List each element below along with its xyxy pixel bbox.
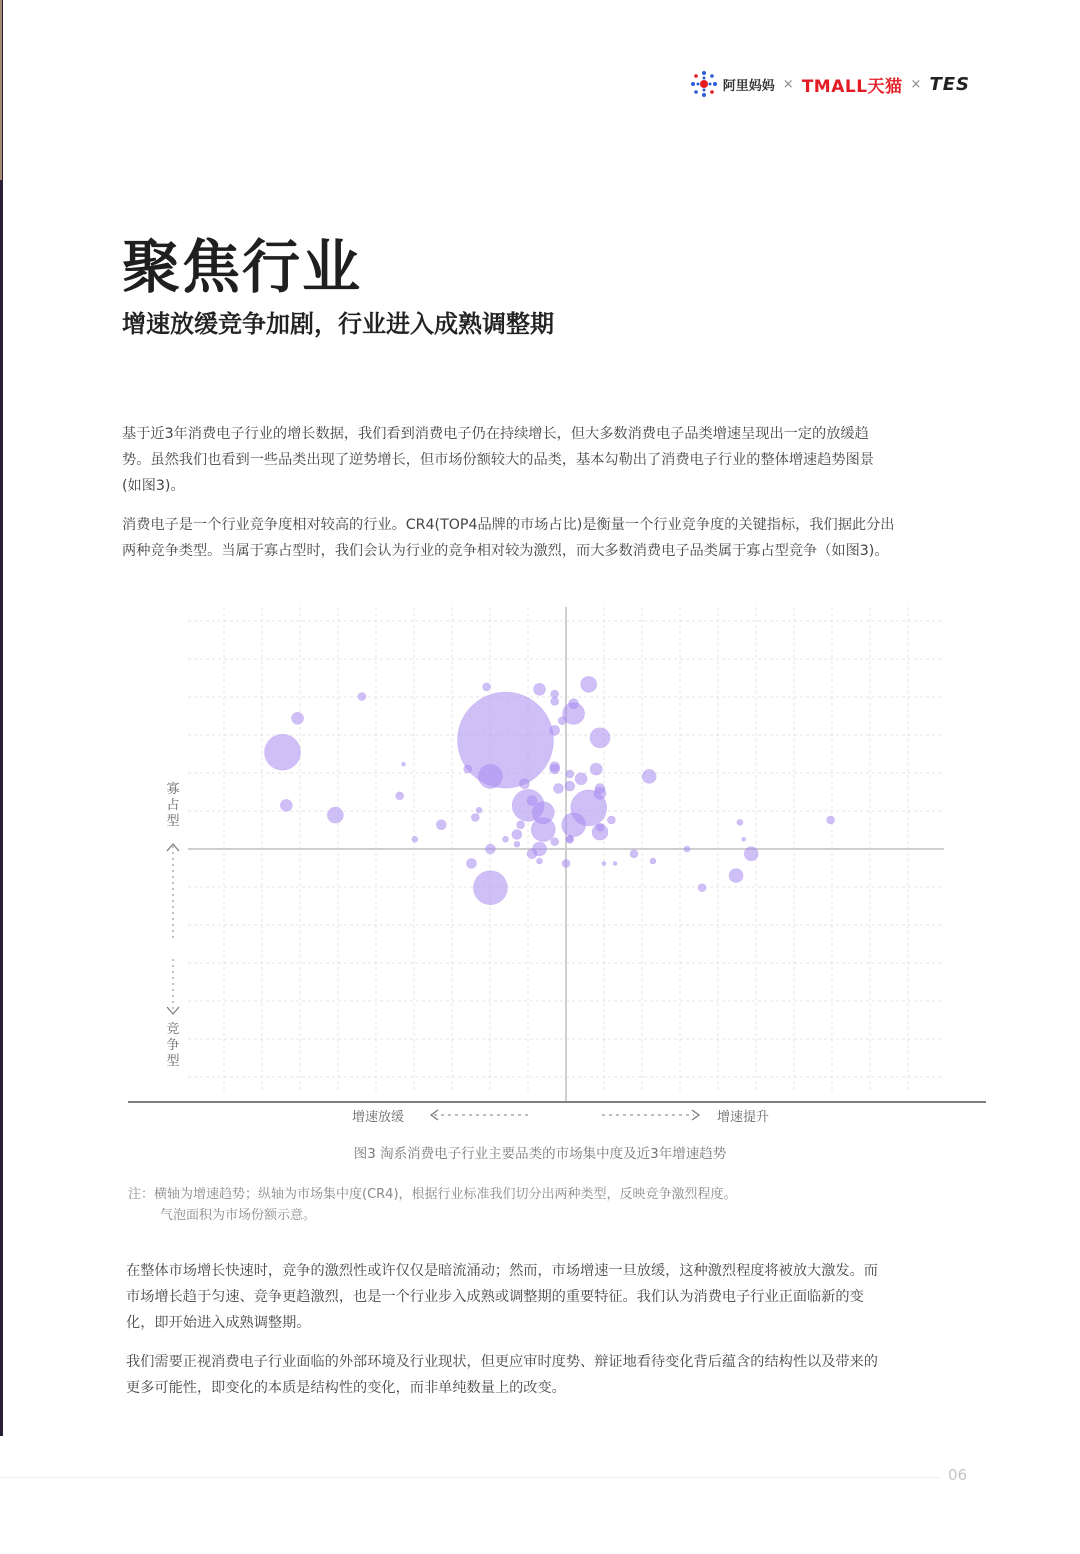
ylabel-top-char: 型	[166, 814, 180, 829]
bubble-26	[569, 699, 579, 709]
bubble-44	[471, 814, 479, 822]
alimama-logo-text: 阿里妈妈	[722, 78, 775, 94]
paragraph-2	[122, 512, 972, 564]
paragraph-1-line-3: (如图3)。	[122, 478, 185, 494]
bubble-37	[527, 849, 537, 859]
paragraph-1-line-2: 势。虽然我们也看到一些品类出现了逆势增长，但市场份额较大的品类，基本勾勒出了消费电子行业的整体增速趋势图景	[122, 452, 874, 468]
bubble-35	[485, 844, 495, 854]
bubble-38	[358, 693, 366, 701]
paragraph-3-line-2: 市场增长趋于匀速、竞争更趋激烈，也是一个行业步入成熟或调整期的重要特征。我们认为消费电子行业正面临新的变	[126, 1289, 864, 1305]
paragraph-2-line-1: 消费电子是一个行业竞争度相对较高的行业。CR4(TOP4品牌的市场占比)是衡量一个行业竞争度的关键指标，我们据此分出	[122, 517, 895, 533]
ylabel-top-char: 占	[166, 798, 180, 813]
bubble-65	[742, 837, 746, 841]
tmall-logo: TMALL天猫	[801, 76, 903, 97]
bubble-16	[729, 869, 743, 883]
y-axis-label-bottom	[166, 1022, 179, 1069]
bubble-48	[551, 838, 559, 846]
bubble-22	[534, 683, 546, 695]
bubble-29	[553, 784, 563, 794]
bubble-9	[532, 802, 554, 824]
alimama-logo-icon	[689, 69, 719, 99]
bubble-25	[519, 779, 529, 789]
bubble-59	[537, 858, 543, 864]
ylabel-bottom-char: 竞	[166, 1022, 180, 1037]
bubble-27	[550, 725, 560, 735]
bubble-17	[744, 847, 758, 861]
bubble-50	[596, 823, 604, 831]
bubble-66	[602, 862, 606, 866]
page-subtitle: 增速放缓竞争加剧，行业进入成熟调整期	[122, 310, 554, 338]
bubble-41	[551, 697, 559, 705]
bubble-chart	[120, 595, 1000, 1135]
bubble-21	[575, 773, 587, 785]
paragraph-4-line-2: 更多可能性，即变化的本质是结构性的变化，而非单纯数量上的改变。	[126, 1380, 566, 1396]
bubble-64	[737, 819, 743, 825]
bubble-19	[280, 799, 292, 811]
bubble-7	[562, 813, 586, 837]
bubble-42	[566, 770, 574, 778]
bubble-47	[517, 821, 525, 829]
footer-divider	[0, 1477, 940, 1478]
bubble-58	[514, 841, 520, 847]
paragraph-3	[126, 1258, 972, 1336]
paragraph-3-line-3: 化，即开始进入成熟调整期。	[126, 1315, 311, 1331]
bubble-55	[827, 816, 835, 824]
bubble-53	[630, 850, 638, 858]
ylabel-bottom-char: 争	[166, 1038, 180, 1053]
bubble-36	[467, 859, 477, 869]
bubble-52	[562, 860, 570, 868]
chart-caption: 图3 淘系消费电子行业主要品类的市场集中度及近3年增速趋势	[353, 1146, 727, 1162]
bubble-32	[595, 784, 605, 794]
bubble-31	[527, 796, 537, 806]
bubble-45	[396, 792, 404, 800]
bubble-11	[581, 676, 597, 692]
x-axis-label-left: 增速放缓	[352, 1110, 405, 1125]
paragraph-2-line-2: 两种竞争类型。当属于寡占型时，我们会认为行业的竞争相对较为激烈，而大多数消费电子品类属于寡占型竞争（如图3)。	[122, 543, 889, 559]
chart-note-line-1: 注：横轴为增速趋势；纵轴为市场集中度(CR4)，根据行业标准我们切分出两种类型，反映竞争激烈程度。	[128, 1187, 737, 1202]
bubble-68	[402, 762, 406, 766]
bubble-63	[684, 846, 690, 852]
paragraph-1-line-1: 基于近3年消费电子行业的增长数据，我们看到消费电子仍在持续增长，但大多数消费电子品类增速呈现出一定的放缓趋	[122, 426, 869, 442]
ylabel-bottom-char: 型	[166, 1054, 180, 1069]
y-axis-label-top	[166, 781, 179, 829]
paragraph-4-line-1: 我们需要正视消费电子行业面临的外部环境及行业现状，但更应审时度势、辩证地看待变化背后蕴含的结构性以及带来的	[126, 1354, 878, 1370]
bubble-54	[698, 884, 706, 892]
bubble-33	[436, 820, 446, 830]
bubble-56	[412, 836, 418, 842]
bubble-61	[476, 807, 482, 813]
bubble-40	[551, 690, 559, 698]
bubble-3	[473, 871, 507, 905]
bubble-46	[464, 765, 472, 773]
bubble-34	[512, 830, 522, 840]
page-left-edge-accent	[0, 0, 2, 180]
bubble-23	[590, 763, 602, 775]
bubble-18	[292, 712, 304, 724]
page-number: 06	[948, 1466, 968, 1484]
bubble-15	[642, 769, 656, 783]
bubble-1	[265, 734, 301, 770]
x-axis-label-group	[352, 1109, 769, 1125]
tes-logo: TES	[929, 73, 970, 95]
paragraph-4	[126, 1349, 972, 1401]
chart-bubbles	[265, 676, 835, 904]
bubble-62	[650, 858, 656, 864]
y-axis-label-group	[166, 781, 179, 1069]
bubble-28	[550, 764, 560, 774]
bubble-13	[327, 807, 343, 823]
paragraph-1	[122, 421, 972, 499]
bubble-30	[565, 781, 575, 791]
bubble-60	[567, 836, 573, 842]
x-axis-label-right: 增速提升	[717, 1110, 770, 1125]
bubble-51	[607, 816, 615, 824]
paragraph-3-line-1: 在整体市场增长快速时，竞争的激烈性或许仅仅是暗流涌动；然而，市场增速一旦放缓，这种激烈程度将被放大激发。而	[126, 1263, 878, 1279]
page-left-edge	[0, 0, 3, 1436]
logo-separator: ×	[782, 76, 794, 92]
bubble-39	[483, 683, 491, 691]
header-logos	[689, 68, 970, 100]
bubble-5	[478, 764, 502, 788]
bubble-10	[590, 728, 610, 748]
bubble-67	[613, 862, 617, 866]
chart-note-line-2: 气泡面积为市场份额示意。	[160, 1208, 317, 1223]
bubble-57	[503, 836, 509, 842]
bubble-0	[458, 692, 554, 788]
chart-note	[128, 1184, 737, 1226]
ylabel-top-char: 寡	[166, 782, 180, 797]
bubble-43	[558, 717, 566, 725]
chart-axes	[128, 607, 986, 1102]
page-title: 聚焦行业	[122, 233, 363, 301]
logo-separator-2: ×	[910, 76, 922, 92]
